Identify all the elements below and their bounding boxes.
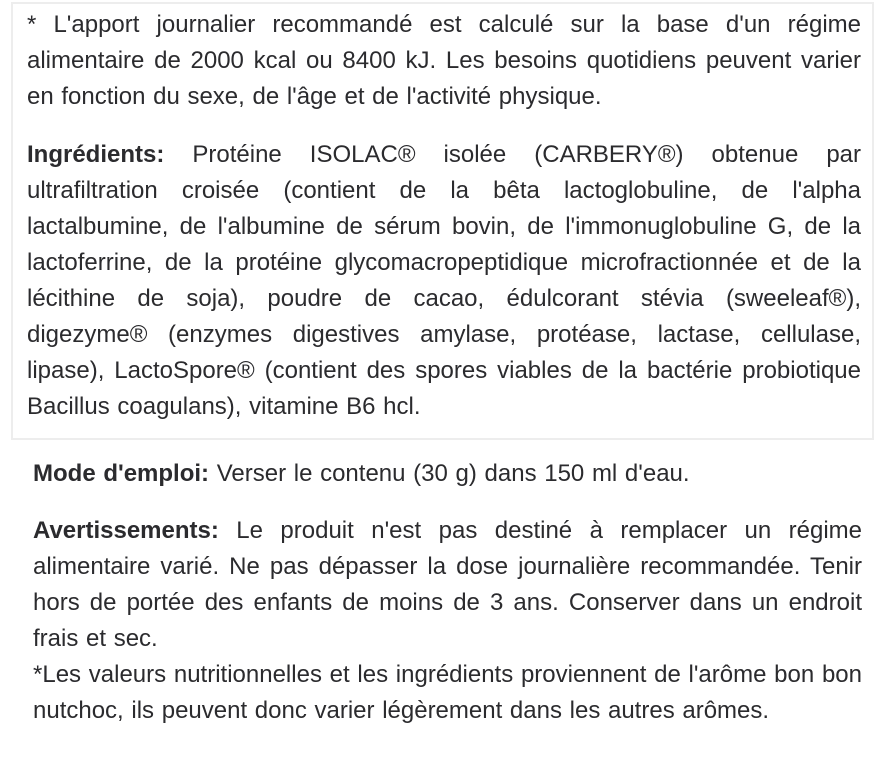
daily-intake-note: * L'apport journalier recommandé est calculé sur la base d'un régime alimentaire de 2000 kcal ou 8400 kJ. Les besoins quotidiens peuvent varier en fonction du sexe, de l'âge et de l'activité physique. xyxy=(27,11,861,110)
nutrition-ingredients-box xyxy=(11,2,874,440)
warnings-text: Le produit n'est pas destiné à remplacer un régime alimentaire varié. Ne pas dépasser la dose journalière recommandée. Tenir hors de portée des enfants de moins de 3 ans. Conserver dans un endroit frais et sec. xyxy=(33,517,862,652)
ingredients-paragraph xyxy=(27,137,861,425)
warnings-paragraph xyxy=(33,513,862,657)
flavor-note-paragraph: *Les valeurs nutritionnelles et les ingrédients proviennent de l'arôme bon bon nutchoc, ils peuvent donc varier légèrement dans les autres arômes. xyxy=(33,661,862,724)
usage-paragraph xyxy=(33,456,862,492)
product-info-page xyxy=(0,2,892,729)
usage-text: Verser le contenu (30 g) dans 150 ml d'eau. xyxy=(216,460,690,487)
ingredients-label: Ingrédients: xyxy=(27,141,165,168)
warnings-label: Avertissements: xyxy=(33,517,219,544)
usage-warnings-section xyxy=(33,456,862,729)
usage-label: Mode d'emploi: xyxy=(33,460,210,487)
ingredients-text: Protéine ISOLAC® isolée (CARBERY®) obtenue par ultrafiltration croisée (contient de la bêta lactoglobuline, de l'alpha lactalbumine, de l'albumine de sérum bovin, de l'immonuglobuline G, de la lactoferrine, de la protéine glycomacropeptidique microfractionnée et de la lécithine de soja), poudre de cacao, édulcorant stévia (sweeleaf®), digezyme® (enzymes digestives amylase, protéase, lactase, cellulase, lipase), LactoSpore® (contient des spores viables de la bactérie probiotique Bacillus coagulans), vitamine B6 hcl. xyxy=(27,141,862,420)
